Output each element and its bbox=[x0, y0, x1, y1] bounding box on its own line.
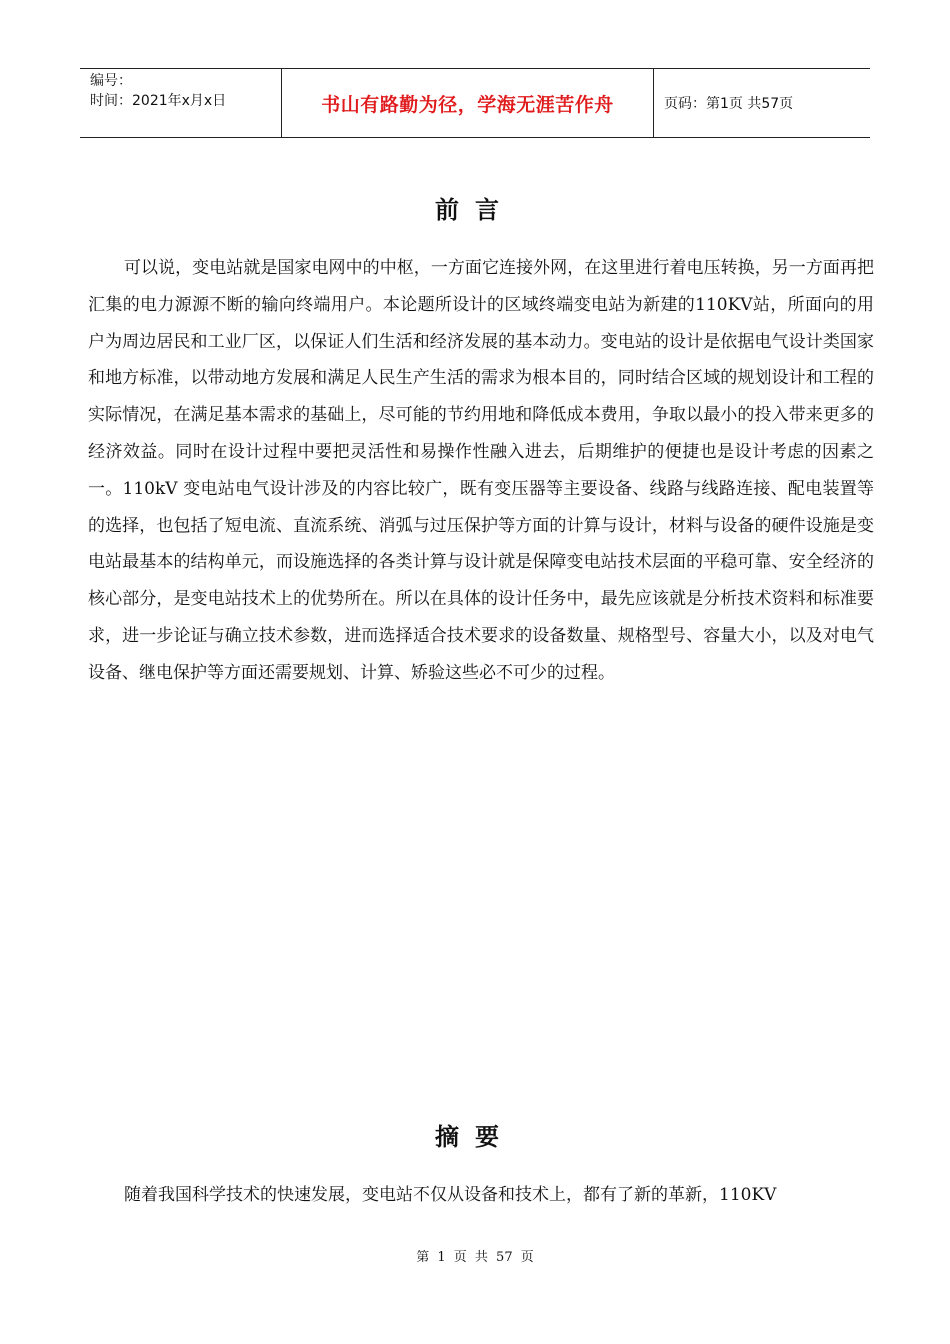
abstract-title: 摘要 bbox=[435, 1123, 515, 1151]
page-footer: 第 1 页 共 57 页 bbox=[416, 1250, 534, 1265]
abstract-paragraph: 随着我国科学技术的快速发展，变电站不仅从设备和技术上，都有了新的革新，110KV bbox=[124, 1185, 777, 1205]
header-page-info: 页码：第1页 共57页 bbox=[664, 96, 794, 112]
document-header bbox=[80, 68, 870, 138]
document-number-label: 编号： bbox=[90, 73, 132, 89]
header-page-cell bbox=[654, 69, 870, 137]
document-date-label: 时间：2021年x月x日 bbox=[90, 93, 227, 109]
header-motto-cell bbox=[282, 69, 654, 137]
preface-paragraph: 可以说，变电站就是国家电网中的中枢，一方面它连接外网，在这里进行着电压转换，另一方面再把汇集的电力源源不断的输向终端用户。本论题所设计的区域终端变电站为新建的110KV站，所面向的用户为周边居民和工业厂区，以保证人们生活和经济发展的基本动力。变电站的设计是依据电气设计类国家和地方标准，以带动地方发展和满足人民生产生活的需求为根本目的，同时结合区域的规划设计和工程的实际情况，在满足基本需求的基础上，尽可能的节约用地和降低成本费用，争取以最小的投入带来更多的经济效益。同时在设计过程中要把灵活性和易操作性融入进去，后期维护的便捷也是设计考虑的因素之一。110kV 变电站电气设计涉及的内容比较广，既有变压器等主要设备、线路与线路连接、配电装置等的选择，也包括了短电流、直流系统、消弧与过压保护等方面的计算与设计，材料与设备的硬件设施是变电站最基本的结构单元，而设施选择的各类计算与设计就是保障变电站技术层面的平稳可靠、安全经济的核心部分，是变电站技术上的优势所在。所以在具体的设计任务中，最先应该就是分析技术资料和标准要求，进一步论证与确立技术参数，进而选择适合技术要求的设备数量、规格型号、容量大小，以及对电气设备、继电保护等方面还需要规划、计算、矫验这些必不可少的过程。 bbox=[88, 258, 874, 683]
header-meta-cell bbox=[80, 69, 282, 137]
preface-title: 前言 bbox=[435, 196, 515, 224]
header-motto: 书山有路勤为径，学海无涯苦作舟 bbox=[321, 93, 614, 116]
